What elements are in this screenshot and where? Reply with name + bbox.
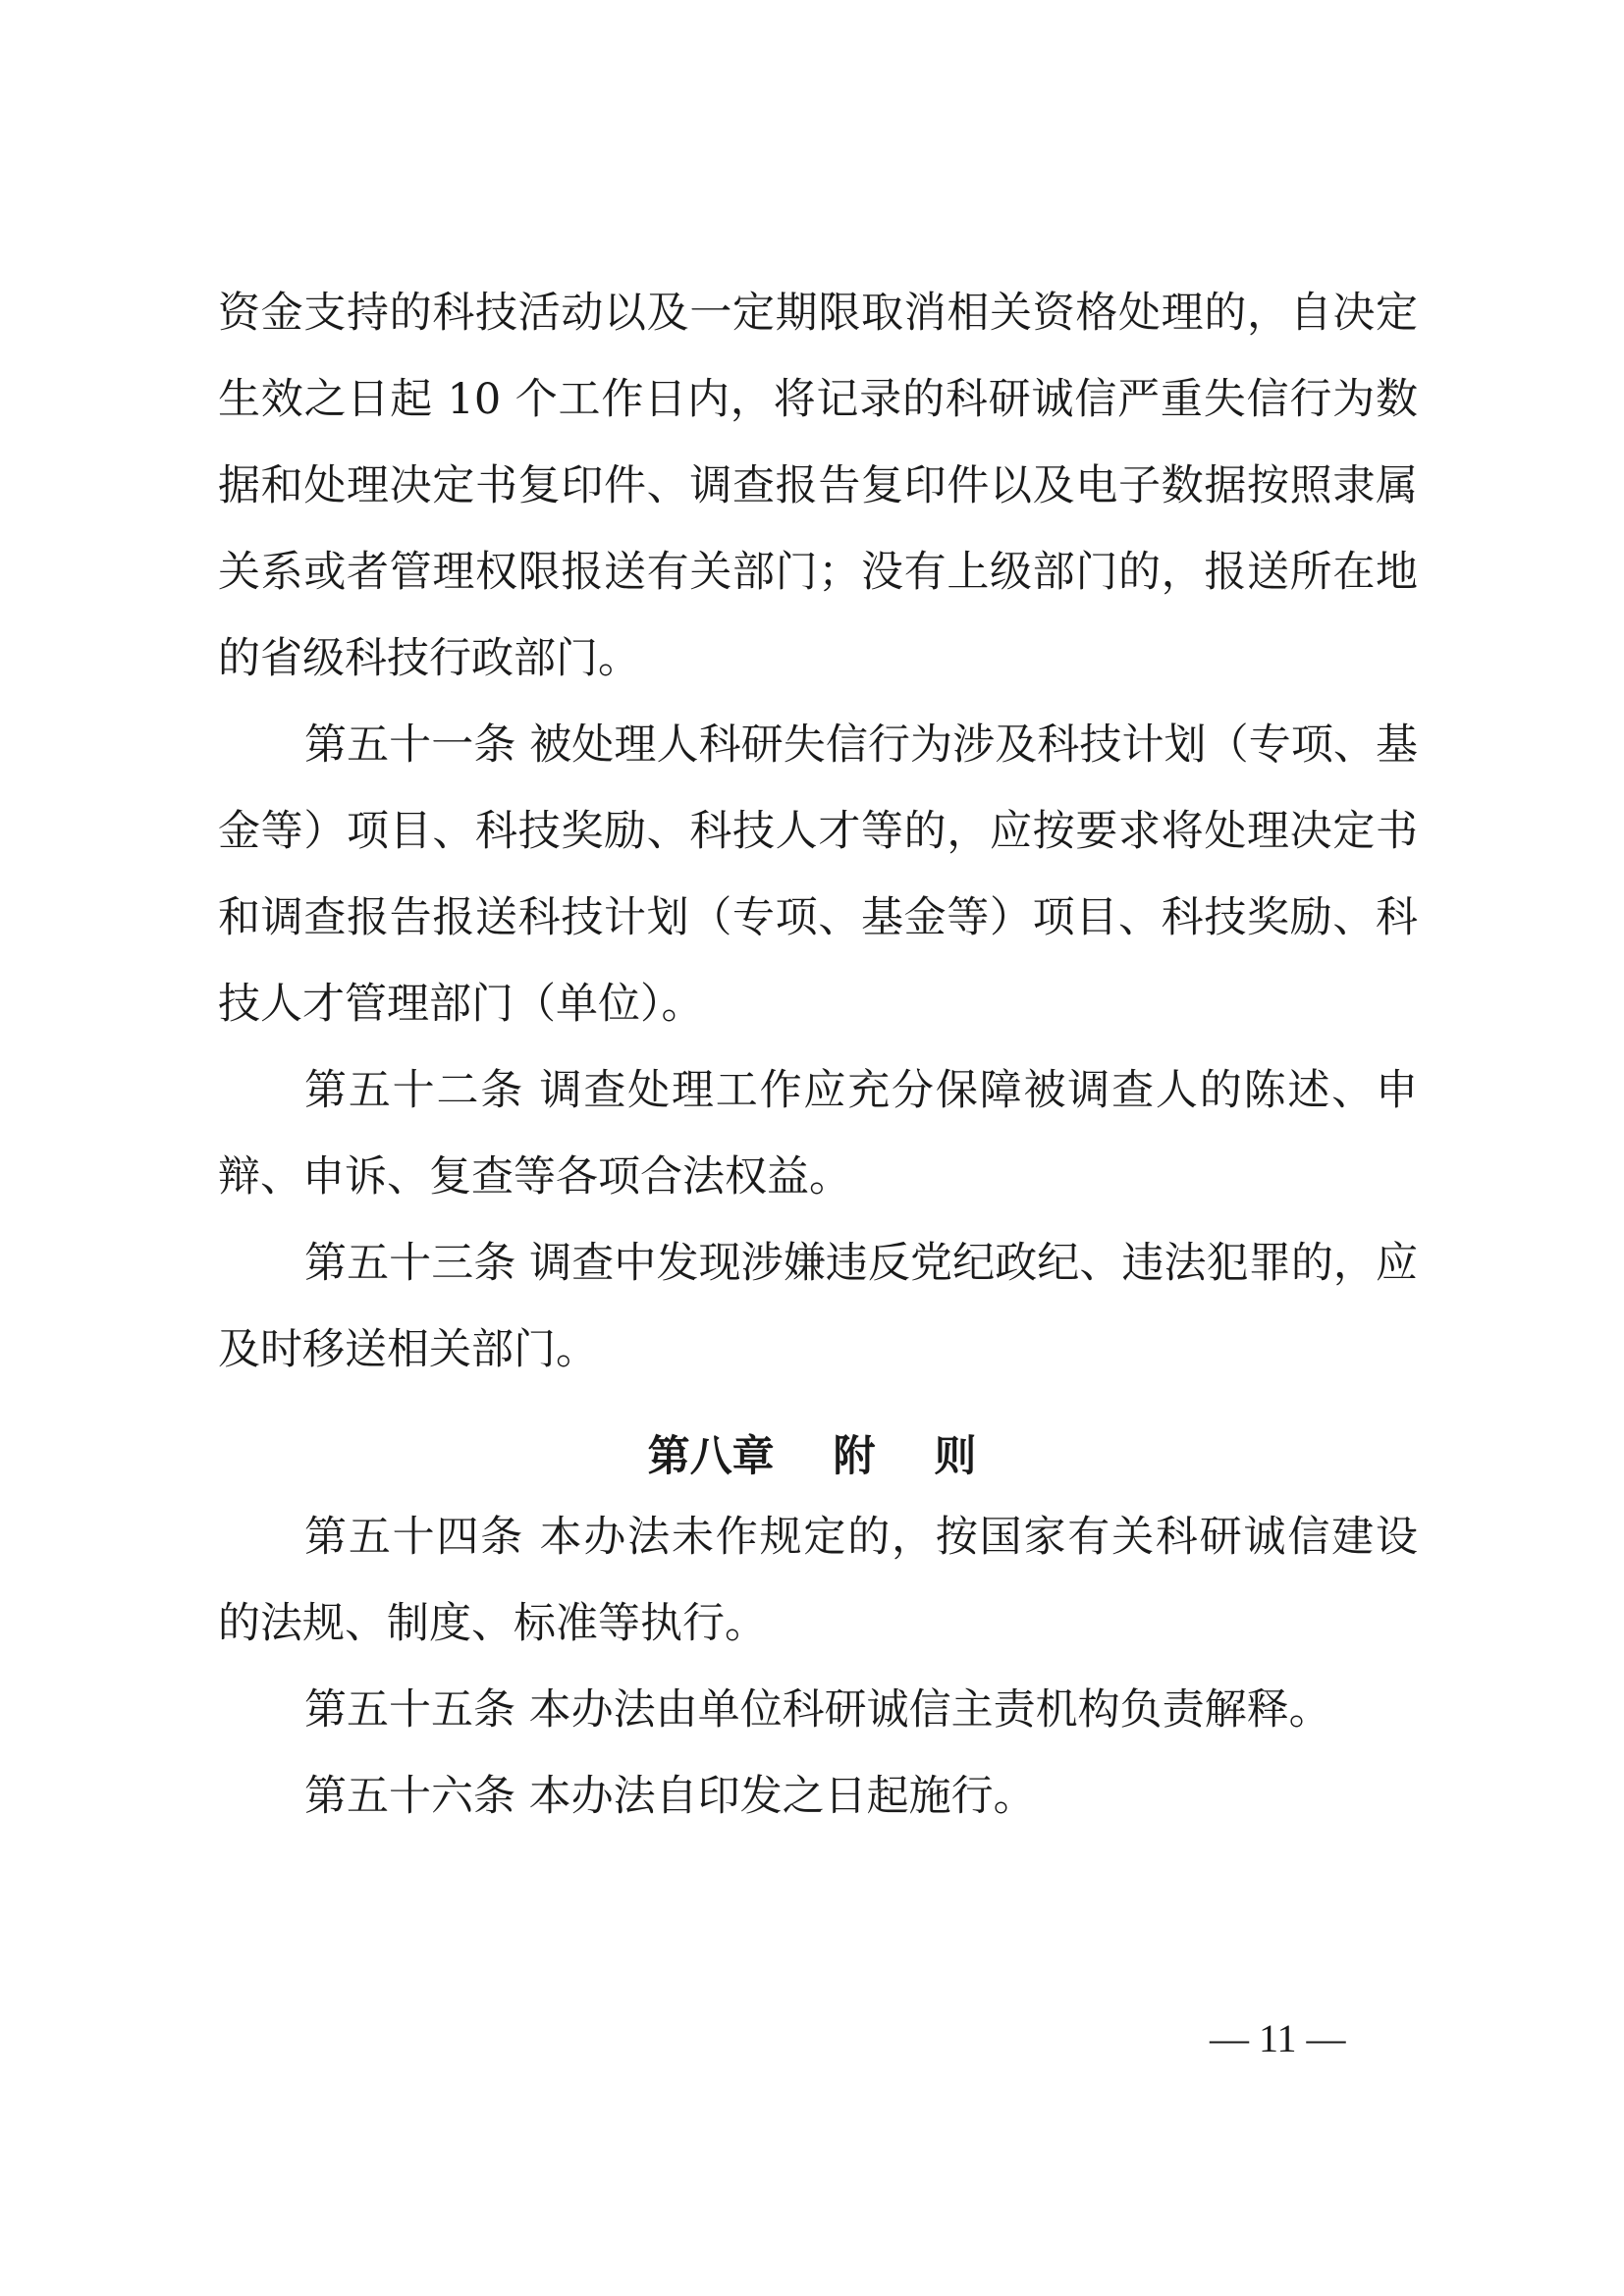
- article-51-line: 和调查报告报送科技计划（专项、基金等）项目、科技奖励、科: [218, 893, 1418, 942]
- page-number: — 11 —: [1210, 2016, 1346, 2060]
- chapter-heading: 第八章 附 则: [647, 1432, 977, 1481]
- article-55-line: 第五十五条 本办法由单位科研诚信主责机构负责解释。: [304, 1685, 1331, 1735]
- paragraph-line: 资金支持的科技活动以及一定期限取消相关资格处理的，自决定: [218, 289, 1418, 338]
- article-53-line: 第五十三条 调查中发现涉嫌违反党纪政纪、违法犯罪的，应: [304, 1239, 1418, 1288]
- article-51-line: 技人才管理部门（单位）。: [218, 980, 704, 1029]
- paragraph-line: 的省级科技行政部门。: [218, 634, 640, 683]
- paragraph-line: 关系或者管理权限报送有关部门；没有上级部门的，报送所在地: [218, 548, 1418, 597]
- article-53-line: 及时移送相关部门。: [218, 1325, 598, 1374]
- article-56-line: 第五十六条 本办法自印发之日起施行。: [304, 1772, 1036, 1821]
- article-54-line: 第五十四条 本办法未作规定的，按国家有关科研诚信建设: [304, 1513, 1418, 1562]
- article-52-line: 辩、申诉、复查等各项合法权益。: [218, 1152, 851, 1201]
- article-51-line: 第五十一条 被处理人科研失信行为涉及科技计划（专项、基: [304, 721, 1418, 770]
- paragraph-line: 生效之日起 10 个工作日内，将记录的科研诚信严重失信行为数: [218, 375, 1418, 424]
- article-54-line: 的法规、制度、标准等执行。: [218, 1599, 767, 1648]
- paragraph-line: 据和处理决定书复印件、调查报告复印件以及电子数据按照隶属: [218, 461, 1418, 510]
- article-51-line: 金等）项目、科技奖励、科技人才等的，应按要求将处理决定书: [218, 807, 1418, 856]
- article-52-line: 第五十二条 调查处理工作应充分保障被调查人的陈述、申: [304, 1066, 1418, 1115]
